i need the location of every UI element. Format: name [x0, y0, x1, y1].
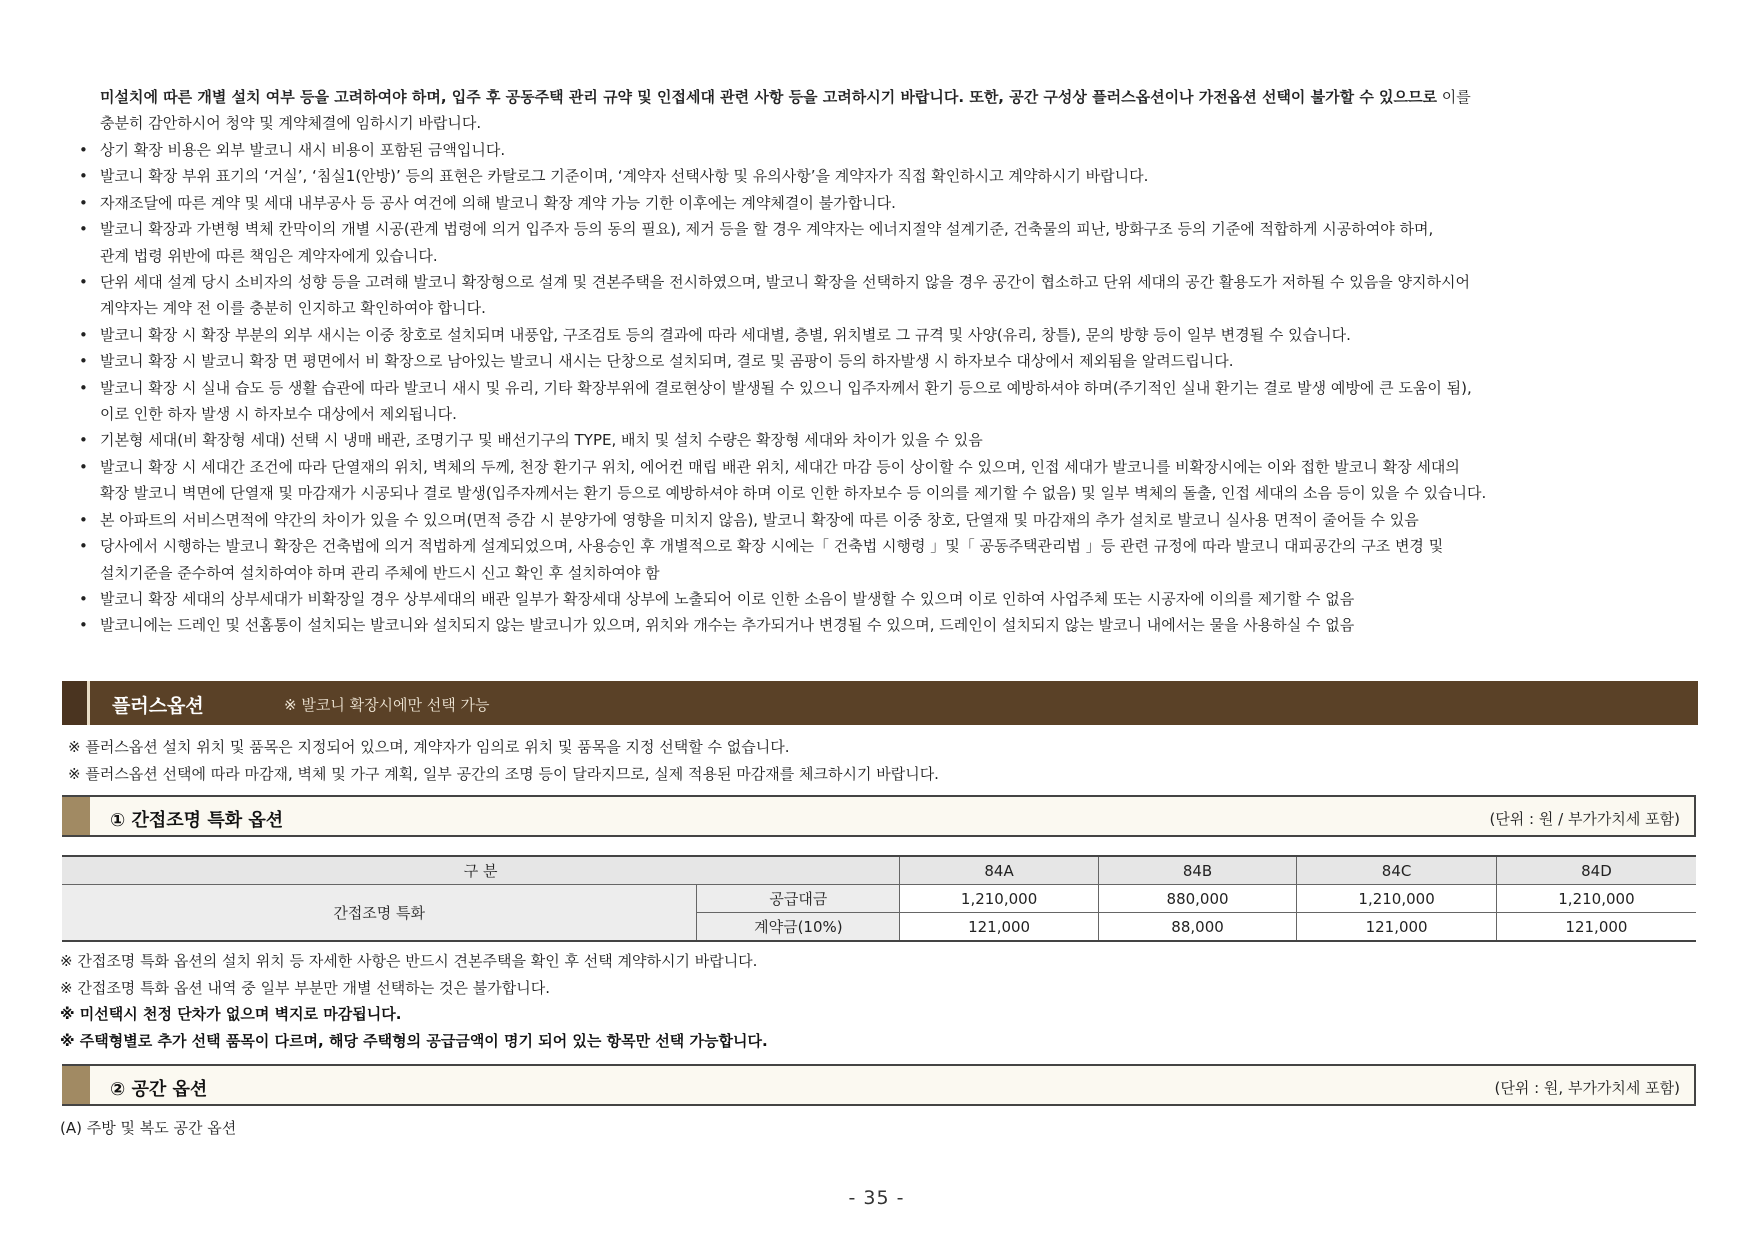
bullet-item [78, 454, 1708, 507]
bullet-line: 확장 발코니 벽면에 단열재 및 마감재가 시공되나 결로 발생(입주자께서는 환기 등으로 예방하셔야 하며 이로 인한 하자보수 등 이의를 제기할 수 없음) 및 일부 벽체의 돌출, 인접 세대의 소음 등이 있을 수 있습니다. [100, 484, 1487, 503]
bullet-item [78, 216, 1708, 269]
lighting-note: ※ 간접조명 특화 옵션 내역 중 일부 부분만 개별 선택하는 것은 불가합니다. [60, 978, 550, 997]
lighting-price-table [62, 855, 1696, 942]
price-cell: 1,210,000 [900, 885, 1098, 913]
bullet-item [78, 612, 1708, 638]
intro-tail-text: 이를 [1437, 88, 1471, 106]
section-unit-note: (단위 : 원, 부가가치세 포함) [1494, 1079, 1680, 1097]
section-tab-marker [62, 1066, 90, 1104]
lighting-bold-note: ※ 주택형별로 추가 선택 품목이 다르며, 해당 주택형의 공급금액이 명기 되어 있는 항목만 선택 가능합니다. [60, 1031, 768, 1050]
bullet-line: • 발코니 확장 시 실내 습도 등 생활 습관에 따라 발코니 새시 및 유리, 기타 확장부위에 결로현상이 발생될 수 있으니 입주자께서 환기 등으로 예방하셔야 하며(주기적인 실내 환기는 결로 발생 예방에 큰 도움이 됨), [100, 378, 1472, 397]
price-cell: 1,210,000 [1496, 885, 1696, 913]
bullet-line: • 자재조달에 따른 계약 및 세대 내부공사 등 공사 여건에 의해 발코니 확장 계약 가능 기한 이후에는 계약체결이 불가합니다. [100, 193, 896, 212]
price-cell: 1,210,000 [1297, 885, 1497, 913]
balcony-notes-list [78, 137, 1708, 639]
page-number: - 35 - [848, 1187, 905, 1209]
bullet-line: • 당사에서 시행하는 발코니 확장은 건축법에 의거 적법하게 설계되었으며, 사용승인 후 개별적으로 확장 시에는「 건축법 시행령 」및「 공동주택관리법 」등 관련 규정에 따라 발코니 대피공간의 구조 변경 및 [100, 537, 1444, 556]
bullet-line: 설치기준을 준수하여 설치하여야 하며 관리 주체에 반드시 신고 확인 후 설치하여야 함 [100, 563, 660, 582]
bullet-line: 관계 법령 위반에 따른 책임은 계약자에게 있습니다. [100, 246, 438, 265]
price-cell: 880,000 [1098, 885, 1296, 913]
section-title: ① 간접조명 특화 옵션 [110, 810, 284, 831]
bullet-line: • 발코니 확장 시 확장 부분의 외부 새시는 이중 창호로 설치되며 내풍압, 구조검토 등의 결과에 따라 세대별, 층별, 위치별로 그 규격 및 사양(유리, 창틀), 문의 방향 등이 일부 변경될 수 있습니다. [100, 325, 1351, 344]
bullet-item [78, 375, 1708, 428]
bullet-line: • 기본형 세대(비 확장형 세대) 선택 시 냉매 배관, 조명기구 및 배선기구의 TYPE, 배치 및 설치 수량은 확장형 세대와 차이가 있을 수 있음 [100, 431, 983, 450]
bullet-line: • 발코니 확장과 가변형 벽체 칸막이의 개별 시공(관계 법령에 의거 입주자 등의 동의 필요), 제거 등을 할 경우 계약자는 에너지절약 설계기준, 건축물의 피난, 방화구조 등의 기준에 적합하게 시공하여야 하며, [100, 220, 1434, 239]
header-type-cell: 84C [1297, 856, 1497, 885]
lighting-notes [60, 948, 768, 1054]
intro-paragraph [100, 84, 1700, 136]
row-label-cell: 공급대금 [697, 885, 900, 913]
bullet-line: • 발코니 확장 세대의 상부세대가 비확장일 경우 상부세대의 배관 일부가 확장세대 상부에 노출되어 이로 인한 소음이 발생할 수 있으며 이로 인하여 사업주체 또는 시공자에 이의를 제기할 수 없음 [100, 589, 1355, 608]
plus-option-notes [68, 734, 939, 787]
header-type-cell: 84B [1098, 856, 1296, 885]
bullet-item [78, 348, 1708, 374]
bullet-line: • 발코니에는 드레인 및 선홈통이 설치되는 발코니와 설치되지 않는 발코니가 있으며, 위치와 개수는 추가되거나 변경될 수 있으며, 드레인이 설치되지 않는 발코니 내에서는 물을 사용하실 수 없음 [100, 616, 1355, 635]
item-name-cell: 간접조명 특화 [62, 885, 697, 942]
bullet-item [78, 269, 1708, 322]
header-type-cell: 84D [1496, 856, 1696, 885]
bullet-item [78, 137, 1708, 163]
intro-line2: 충분히 감안하시어 청약 및 계약체결에 임하시기 바랍니다. [100, 114, 482, 132]
table-row [62, 885, 1696, 913]
bullet-line: • 상기 확장 비용은 외부 발코니 새시 비용이 포함된 금액입니다. [100, 141, 506, 159]
plus-option-subtitle: ※ 발코니 확장시에만 선택 가능 [284, 696, 490, 714]
lighting-bold-note: ※ 미선택시 천정 단차가 없으며 벽지로 마감됩니다. [60, 1005, 402, 1023]
plus-option-note: ※ 플러스옵션 설치 위치 및 품목은 지정되어 있으며, 계약자가 임의로 위치 및 품목을 지정 선택할 수 없습니다. [68, 738, 790, 756]
space-option-subheading: (A) 주방 및 복도 공간 옵션 [60, 1119, 237, 1137]
plus-option-note: ※ 플러스옵션 선택에 따라 마감재, 벽체 및 가구 계획, 일부 공간의 조명 등이 달라지므로, 실제 적용된 마감재를 체크하시기 바랍니다. [68, 764, 939, 783]
row-label-cell: 계약금(10%) [697, 913, 900, 942]
lighting-note: ※ 간접조명 특화 옵션의 설치 위치 등 자세한 사항은 반드시 견본주택을 확인 후 선택 계약하시기 바랍니다. [60, 952, 758, 970]
bullet-line: 계약자는 계약 전 이를 충분히 인지하고 확인하여야 합니다. [100, 299, 486, 318]
bullet-line: • 단위 세대 설계 당시 소비자의 성향 등을 고려해 발코니 확장형으로 설계 및 견본주택을 전시하였으며, 발코니 확장을 선택하지 않을 경우 공간이 협소하고 단위 세대의 공간 활용도가 저하될 수 있음을 양지하시어 [100, 273, 1470, 292]
bullet-line: • 발코니 확장 부위 표기의 ‘거실’, ‘침실1(안방)’ 등의 표현은 카탈로그 기준이며, ‘계약자 선택사항 및 유의사항’을 계약자가 직접 확인하시고 계약하시기 바랍니다. [100, 167, 1149, 186]
section-title: ② 공간 옵션 [110, 1079, 208, 1100]
bullet-item [78, 322, 1708, 348]
bullet-line: • 발코니 확장 시 세대간 조건에 따라 단열재의 위치, 벽체의 두께, 천장 환기구 위치, 에어컨 매립 배관 위치, 세대간 마감 등이 상이할 수 있으며, 인접 세대가 발코니를 비확장시에는 이와 접한 발코니 확장 세대의 [100, 457, 1460, 476]
bullet-item [78, 190, 1708, 216]
bullet-item [78, 533, 1708, 586]
section-header-lighting [62, 795, 1696, 837]
bullet-item [78, 586, 1708, 612]
intro-bold-text: 미설치에 따른 개별 설치 여부 등을 고려하여야 하며, 입주 후 공동주택 관리 규약 및 인접세대 관련 사항 등을 고려하시기 바랍니다. 또한, 공간 구성상 플러스옵션이나 가전옵션 선택이 불가할 수 있으므로 [100, 88, 1438, 106]
table-header-row [62, 856, 1696, 885]
price-cell: 88,000 [1098, 913, 1296, 942]
bullet-item [78, 163, 1708, 189]
plus-option-title: 플러스옵션 [112, 695, 204, 717]
bullet-item [78, 427, 1708, 453]
price-cell: 121,000 [1297, 913, 1497, 942]
section-tab-marker [62, 797, 90, 835]
header-category-cell: 구 분 [62, 856, 900, 885]
header-tab-marker [62, 681, 90, 725]
bullet-line: • 발코니 확장 시 발코니 확장 면 평면에서 비 확장으로 남아있는 발코니 새시는 단창으로 설치되며, 결로 및 곰팡이 등의 하자발생 시 하자보수 대상에서 제외됨을 알려드립니다. [100, 352, 1234, 371]
bullet-item [78, 507, 1708, 533]
bullet-line: 이로 인한 하자 발생 시 하자보수 대상에서 제외됩니다. [100, 405, 457, 424]
bullet-line: • 본 아파트의 서비스면적에 약간의 차이가 있을 수 있으며(면적 증감 시 분양가에 영향을 미치지 않음), 발코니 확장에 따른 이중 창호, 단열재 및 마감재의 추가 설치로 발코니 실사용 면적이 줄어들 수 있음 [100, 510, 1419, 529]
price-cell: 121,000 [1496, 913, 1696, 942]
section-header-space [62, 1064, 1696, 1106]
header-type-cell: 84A [900, 856, 1098, 885]
price-cell: 121,000 [900, 913, 1098, 942]
section-unit-note: (단위 : 원 / 부가가치세 포함) [1489, 810, 1680, 828]
plus-option-header [62, 681, 1698, 725]
